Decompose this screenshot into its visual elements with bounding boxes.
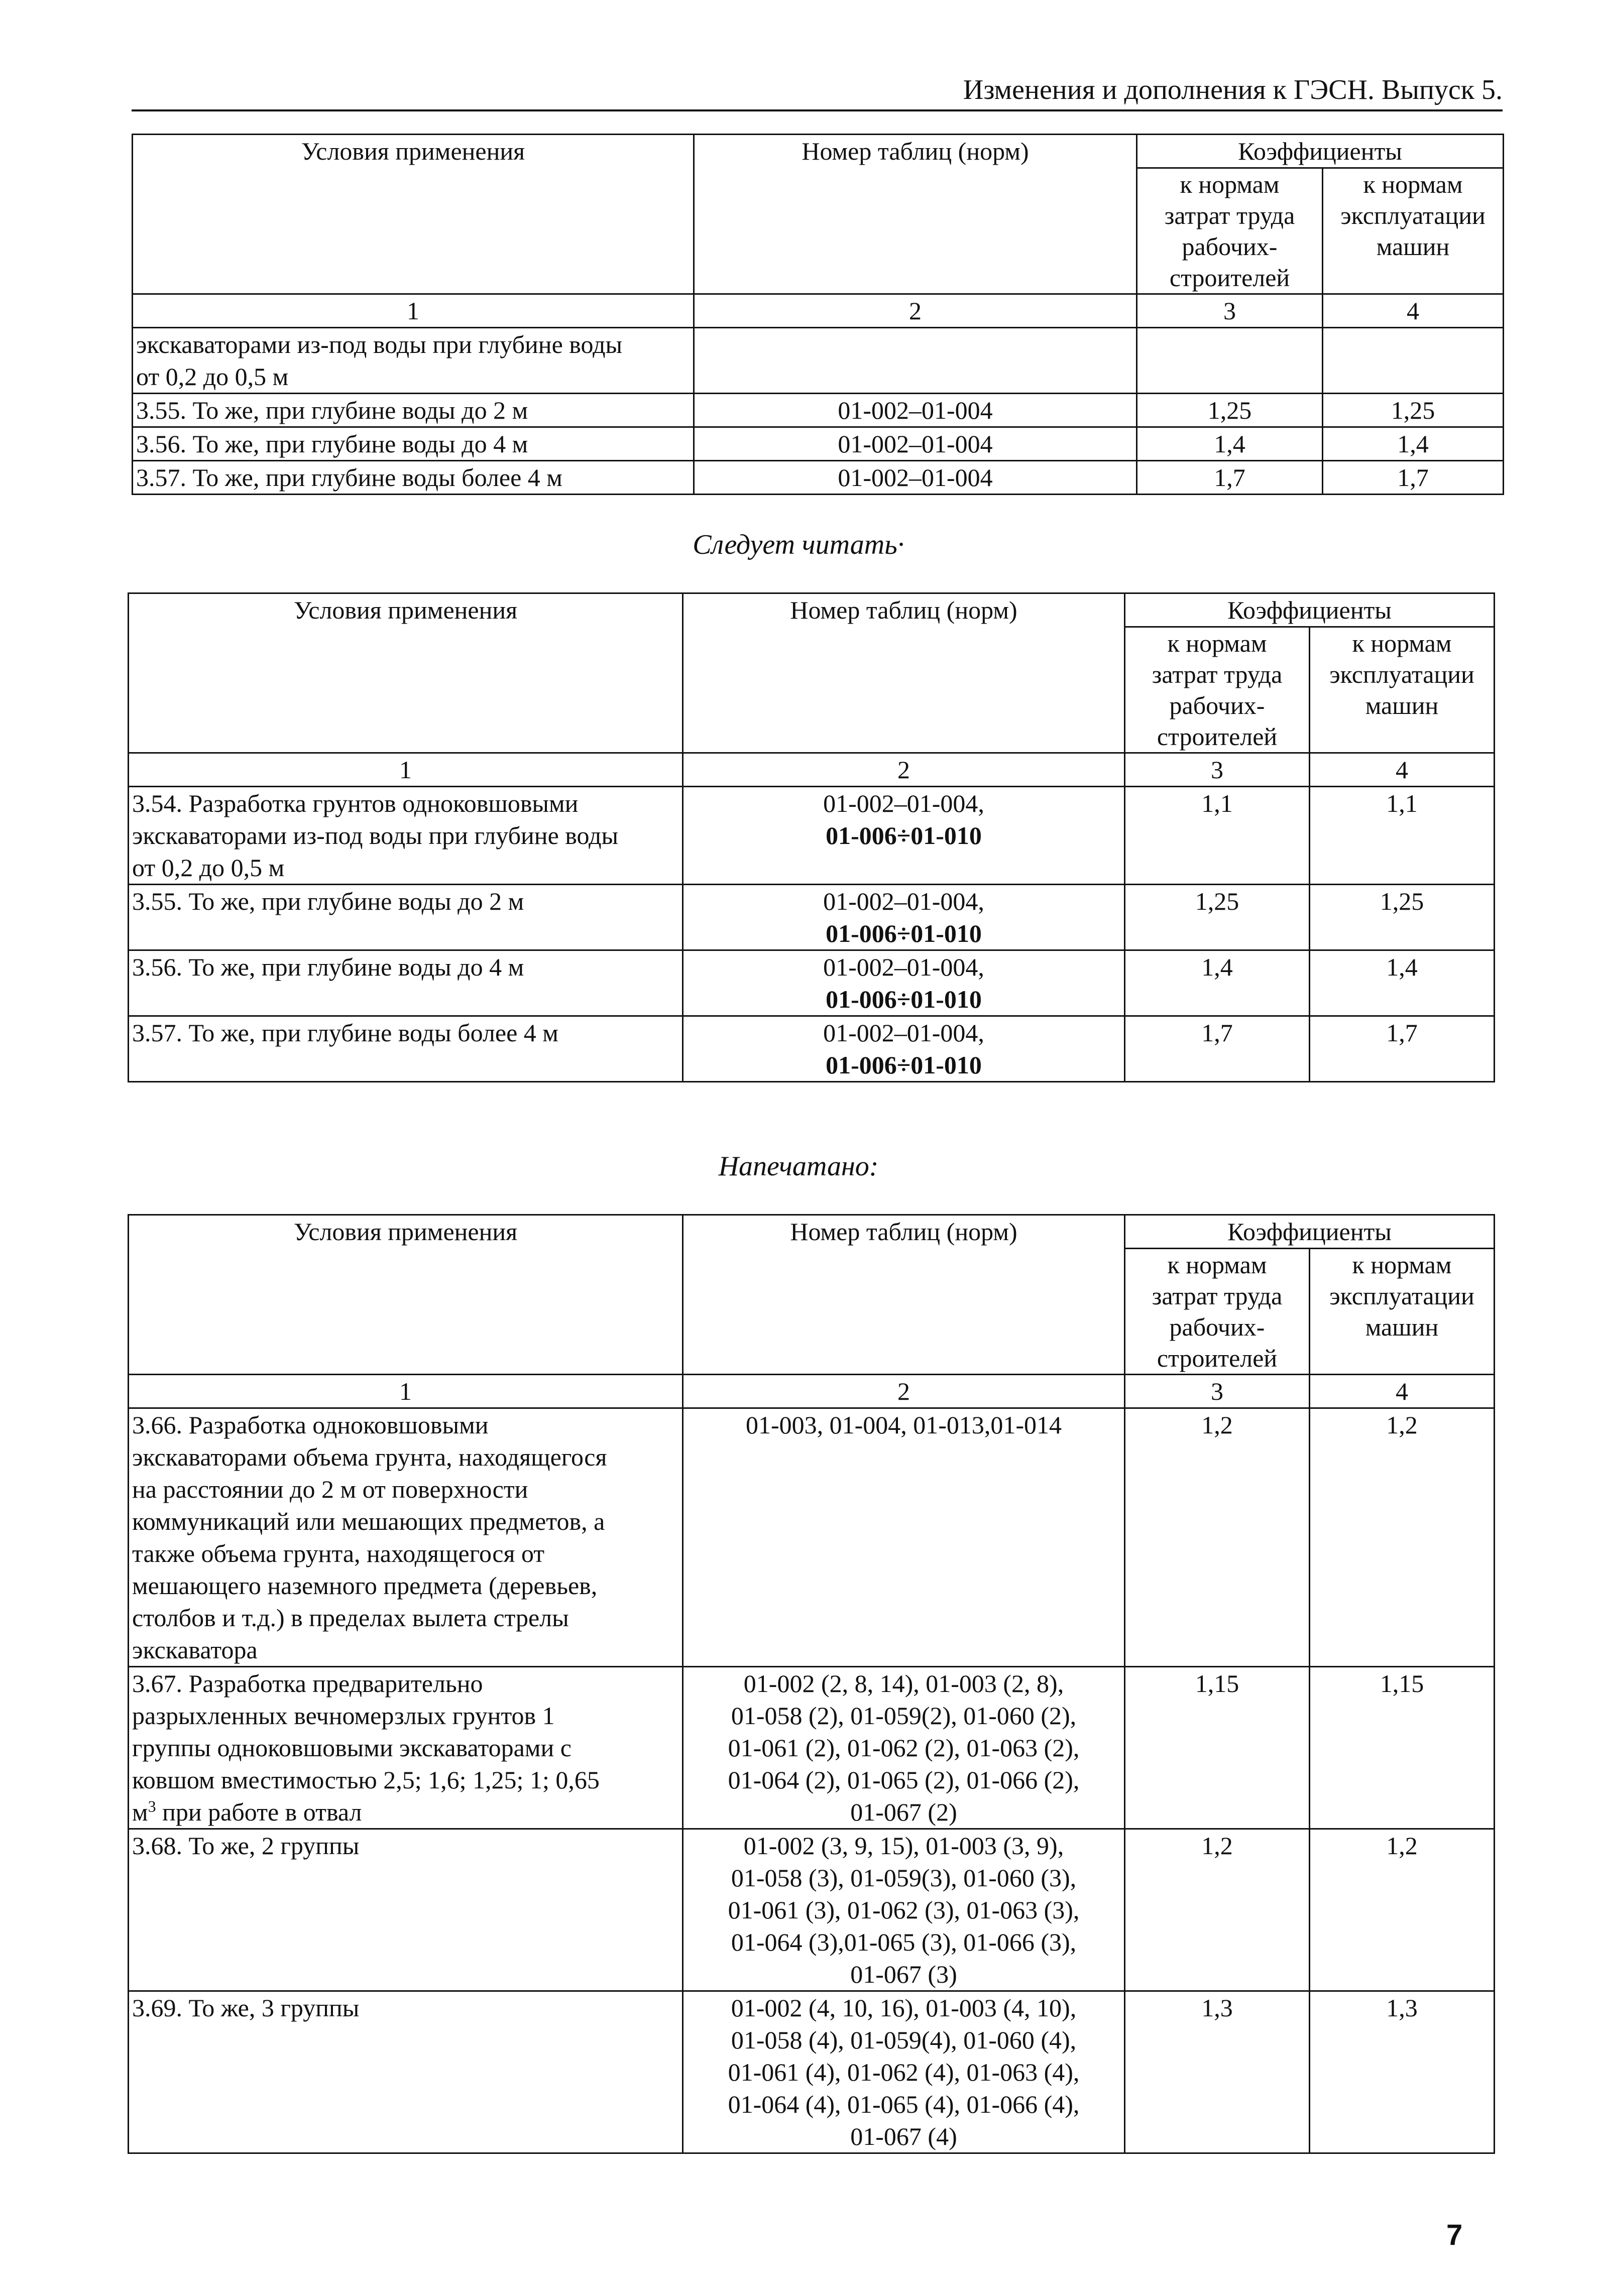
machines-coefficient: 1,2: [1310, 1408, 1495, 1667]
table-numbers-cell: [683, 1829, 1125, 1991]
table-numbers-cell: [683, 787, 1125, 885]
table-numbers-cell: 01-002–01-004: [694, 461, 1137, 495]
head-conditions: Условия применения: [133, 135, 694, 294]
machines-coefficient: 1,3: [1310, 1991, 1495, 2153]
head-machines-line: к нормам: [1363, 170, 1463, 198]
superscript-exponent: 3: [148, 1797, 156, 1816]
condition-line: экскаваторами из-под воды при глубине воды: [132, 821, 619, 850]
condition-cell: [129, 1408, 683, 1667]
table-number-line: 01-067 (3): [850, 1960, 957, 1988]
head-machines-line: машин: [1365, 1313, 1439, 1341]
head-table-numbers: Номер таблиц (норм): [683, 1215, 1125, 1375]
labor-coefficient: [1137, 328, 1323, 394]
condition-cell: [129, 1667, 683, 1829]
table-number-line: 01-002–01-004,: [823, 789, 984, 817]
condition-cell: 3.55. То же, при глубине воды до 2 м: [129, 885, 683, 950]
table-number-line: 01-067 (4): [850, 2122, 957, 2150]
machines-coefficient: 1,1: [1310, 787, 1495, 885]
table-row: [133, 328, 1504, 394]
table-number-line: 01-061 (4), 01-062 (4), 01-063 (4),: [728, 2058, 1080, 2086]
caption-printed: Напечатано:: [718, 1151, 879, 1182]
table-number-added: 01-006÷01-010: [826, 821, 982, 850]
table-number-line: 01-064 (4), 01-065 (4), 01-066 (4),: [728, 2090, 1080, 2118]
condition-line: от 0,2 до 0,5 м: [132, 854, 285, 882]
table-row: [133, 427, 1504, 461]
machines-coefficient: [1323, 328, 1504, 394]
condition-cell: 3.57. То же, при глубине воды более 4 м: [133, 461, 694, 495]
header-rule: [132, 109, 1503, 111]
condition-cell: [129, 787, 683, 885]
head-labor-line: затрат труда: [1152, 1282, 1283, 1310]
table-number-line: 01-002 (2, 8, 14), 01-003 (2, 8),: [743, 1669, 1064, 1698]
condition-cell: 3.56. То же, при глубине воды до 4 м: [129, 950, 683, 1016]
condition-line: группы одноковшовыми экскаваторами с: [132, 1734, 572, 1762]
machines-coefficient: 1,25: [1323, 394, 1504, 427]
head-machines-line: эксплуатации: [1329, 660, 1474, 688]
machines-coefficient: 1,25: [1310, 885, 1495, 950]
head-conditions: Условия применения: [129, 593, 683, 753]
head-labor-line: затрат труда: [1164, 201, 1295, 229]
head-machines-line: к нормам: [1352, 629, 1452, 657]
head-labor-line: к нормам: [1167, 1251, 1267, 1279]
labor-coefficient: 1,4: [1125, 950, 1310, 1016]
condition-line: мешающего наземного предмета (деревьев,: [132, 1572, 598, 1600]
col-number: 2: [683, 753, 1125, 787]
condition-line: экскаваторами из-под воды при глубине воды: [136, 330, 623, 358]
table-row: [129, 950, 1495, 1016]
head-table-numbers: Номер таблиц (норм): [694, 135, 1137, 294]
table-number-added: 01-006÷01-010: [826, 985, 982, 1013]
table-number-added: 01-006÷01-010: [826, 1051, 982, 1079]
table-number-line: 01-061 (3), 01-062 (3), 01-063 (3),: [728, 1896, 1080, 1924]
head-machines-line: эксплуатации: [1329, 1282, 1474, 1310]
col-number: 1: [129, 1375, 683, 1408]
table-number-line: 01-002 (4, 10, 16), 01-003 (4, 10),: [731, 1994, 1077, 2022]
machines-coefficient: 1,4: [1323, 427, 1504, 461]
table-numbers-cell: [683, 950, 1125, 1016]
table-numbers-cell: 01-002–01-004: [694, 427, 1137, 461]
labor-coefficient: 1,7: [1137, 461, 1323, 495]
condition-line: 3.67. Разработка предварительно: [132, 1669, 483, 1698]
head-labor: [1125, 627, 1310, 753]
table-number-line: 01-064 (2), 01-065 (2), 01-066 (2),: [728, 1766, 1080, 1794]
table-number-line: 01-058 (2), 01-059(2), 01-060 (2),: [731, 1702, 1077, 1730]
running-header: Изменения и дополнения к ГЭСН. Выпуск 5.: [963, 74, 1503, 105]
head-coefficients: Коэффициенты: [1125, 593, 1495, 627]
table-number-line: 01-061 (2), 01-062 (2), 01-063 (2),: [728, 1734, 1080, 1762]
head-table-numbers: Номер таблиц (норм): [683, 593, 1125, 753]
head-labor-line: рабочих-: [1169, 691, 1265, 719]
table-numbers-cell: [683, 1667, 1125, 1829]
col-number: 3: [1137, 294, 1323, 328]
table-numbers-cell: [683, 1016, 1125, 1082]
head-conditions: Условия применения: [129, 1215, 683, 1375]
labor-coefficient: 1,7: [1125, 1016, 1310, 1082]
condition-cell: 3.57. То же, при глубине воды более 4 м: [129, 1016, 683, 1082]
head-machines: [1310, 1249, 1495, 1375]
condition-line: также объема грунта, находящегося от: [132, 1539, 545, 1567]
table-row: [129, 1016, 1495, 1082]
head-machines-line: эксплуатации: [1340, 201, 1486, 229]
table-row: [129, 1829, 1495, 1991]
col-number: 4: [1310, 753, 1495, 787]
table-numbers-cell: [694, 328, 1137, 394]
condition-line: ковшом вместимостью 2,5; 1,6; 1,25; 1; 0,65: [132, 1766, 600, 1794]
head-coefficients: Коэффициенты: [1125, 1215, 1495, 1249]
condition-line: столбов и т.д.) в пределах вылета стрелы: [132, 1604, 569, 1632]
labor-coefficient: 1,4: [1137, 427, 1323, 461]
col-number: 4: [1323, 294, 1504, 328]
condition-cell: [133, 328, 694, 394]
labor-coefficient: 1,25: [1125, 885, 1310, 950]
table-numbers-cell: [683, 885, 1125, 950]
labor-coefficient: 1,15: [1125, 1667, 1310, 1829]
condition-line: экскаваторами объема грунта, находящегося: [132, 1443, 607, 1471]
head-labor-line: строителей: [1169, 264, 1290, 292]
table-numbers-cell: 01-003, 01-004, 01-013,01-014: [683, 1408, 1125, 1667]
condition-cell: 3.68. То же, 2 группы: [129, 1829, 683, 1991]
machines-coefficient: 1,15: [1310, 1667, 1495, 1829]
condition-cell: 3.69. То же, 3 группы: [129, 1991, 683, 2153]
condition-line: 3.66. Разработка одноковшовыми: [132, 1411, 489, 1439]
head-labor: [1125, 1249, 1310, 1375]
col-number: 2: [683, 1375, 1125, 1408]
table-corrected: [128, 592, 1495, 1082]
condition-line: 3.54. Разработка грунтов одноковшовыми: [132, 789, 579, 817]
table-numbers-cell: 01-002–01-004: [694, 394, 1137, 427]
table-row: [129, 1408, 1495, 1667]
head-labor-line: строителей: [1157, 1344, 1278, 1372]
condition-line: разрыхленных вечномерзлых грунтов 1: [132, 1702, 555, 1730]
table-number-line: 01-058 (4), 01-059(4), 01-060 (4),: [731, 2026, 1077, 2054]
page-number: 7: [1446, 2219, 1463, 2251]
labor-coefficient: 1,1: [1125, 787, 1310, 885]
table-row: [129, 1991, 1495, 2153]
table-number-line: 01-067 (2): [850, 1798, 957, 1826]
table-number-added: 01-006÷01-010: [826, 919, 982, 947]
table-number-line: 01-002–01-004,: [823, 887, 984, 915]
head-machines-line: машин: [1365, 691, 1439, 719]
col-number: 1: [133, 294, 694, 328]
head-machines-line: машин: [1376, 232, 1450, 261]
condition-line: экскаватора: [132, 1636, 258, 1664]
table-printed: [128, 1214, 1495, 2154]
condition-line: на расстоянии до 2 м от поверхности: [132, 1475, 528, 1503]
head-coefficients: Коэффициенты: [1137, 135, 1504, 168]
table-numbers-cell: [683, 1991, 1125, 2153]
head-labor-line: к нормам: [1167, 629, 1267, 657]
table-number-line: 01-002 (3, 9, 15), 01-003 (3, 9),: [743, 1832, 1064, 1860]
head-labor-line: затрат труда: [1152, 660, 1283, 688]
table-number-line: 01-064 (3),01-065 (3), 01-066 (3),: [731, 1928, 1077, 1956]
condition-line: от 0,2 до 0,5 м: [136, 362, 289, 391]
table-original-fragment: [132, 134, 1504, 495]
condition-cell: 3.56. То же, при глубине воды до 4 м: [133, 427, 694, 461]
head-labor-line: рабочих-: [1169, 1313, 1265, 1341]
col-number: 1: [129, 753, 683, 787]
labor-coefficient: 1,2: [1125, 1408, 1310, 1667]
table-row: [129, 787, 1495, 885]
head-labor-line: к нормам: [1180, 170, 1280, 198]
head-machines: [1310, 627, 1495, 753]
labor-coefficient: 1,25: [1137, 394, 1323, 427]
head-machines: [1323, 168, 1504, 294]
table-row: [129, 1667, 1495, 1829]
condition-line-unit: м: [132, 1798, 148, 1826]
table-number-line: 01-002–01-004,: [823, 1019, 984, 1047]
labor-coefficient: 1,2: [1125, 1829, 1310, 1991]
machines-coefficient: 1,2: [1310, 1829, 1495, 1991]
table-row: [133, 394, 1504, 427]
col-number: 3: [1125, 753, 1310, 787]
machines-coefficient: 1,4: [1310, 950, 1495, 1016]
table-row: [129, 885, 1495, 950]
machines-coefficient: 1,7: [1323, 461, 1504, 495]
condition-cell: 3.55. То же, при глубине воды до 2 м: [133, 394, 694, 427]
head-labor-line: рабочих-: [1182, 232, 1278, 261]
head-machines-line: к нормам: [1352, 1251, 1452, 1279]
col-number: 2: [694, 294, 1137, 328]
table-number-line: 01-002–01-004,: [823, 953, 984, 981]
condition-line: при работе в отвал: [156, 1798, 362, 1826]
head-labor-line: строителей: [1157, 722, 1278, 751]
col-number: 3: [1125, 1375, 1310, 1408]
table-row: [133, 461, 1504, 495]
head-labor: [1137, 168, 1323, 294]
labor-coefficient: 1,3: [1125, 1991, 1310, 2153]
condition-line: коммуникаций или мешающих предметов, а: [132, 1507, 605, 1535]
table-number-line: 01-058 (3), 01-059(3), 01-060 (3),: [731, 1864, 1077, 1892]
caption-should-read: Следует читать·: [693, 529, 904, 560]
machines-coefficient: 1,7: [1310, 1016, 1495, 1082]
col-number: 4: [1310, 1375, 1495, 1408]
